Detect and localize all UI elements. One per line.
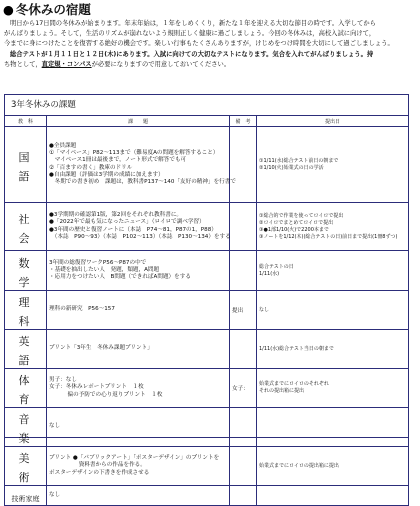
intro-line-4: 総合テストが１月１１日と１２日(木)にあります。入試に向けての大切なテストになります。気合を入れてがんばりましょう。持	[10, 50, 374, 58]
due-date-cell	[257, 291, 409, 330]
due-date-line: ①1/11(水)総合テスト前日の朝まで	[259, 157, 339, 164]
required-items: 直定規・コンパス	[41, 60, 92, 68]
task-cell	[47, 408, 230, 447]
intro-paragraph	[4, 19, 417, 70]
due-date-line: ③ノートを1/12(木)(総合テストの日)前日まで提出(1冊8ずつ)	[259, 233, 398, 240]
due-date-line: 1/11(水)	[259, 270, 280, 277]
subject-name: 理 科	[18, 296, 47, 328]
task-line: ①「マイベース」P82～113まで（難易度Aの問題を解答すること）	[49, 150, 219, 157]
subject-cell	[5, 203, 47, 251]
note-cell	[230, 330, 257, 369]
table-body	[5, 127, 409, 506]
intro-line-3: 今までに身につけたことを復習する絶好の機会です。楽しい行事もたくさんありますが，けじめをつけ時間を大切にして過ごしましょう。	[4, 40, 394, 48]
task-line: ●3学期期の確認第1版，第2回をそれぞれ教科書に。	[49, 212, 183, 219]
intro-line-1: 明日から17日間の冬休みが始まります。年末年始は，１年をしめくくり，新たな１年を迎える大切な節目の時です。入学してから	[10, 20, 376, 27]
subject-name: 社 会	[18, 212, 47, 245]
note-cell	[230, 486, 257, 506]
task-cell	[47, 486, 230, 506]
task-line: 冬期での書き初め 課題は，教科書P137～140「友好の精神」を行書で	[49, 178, 236, 185]
due-date-line: なし	[259, 306, 270, 313]
due-date-cell	[257, 127, 409, 203]
table-row	[5, 251, 409, 291]
task-cell	[47, 203, 230, 251]
subject-name: 国 語	[18, 150, 47, 183]
note-cell	[230, 408, 257, 447]
table-row	[5, 127, 409, 203]
due-date-line: ②ロイロでまとめてロイロで提出	[259, 219, 334, 226]
task-line: 男子：なし	[49, 377, 77, 384]
subject-cell	[5, 251, 47, 291]
due-date-cell	[257, 486, 409, 506]
page-heading	[3, 0, 91, 18]
plan-title: 3年冬休みの課題	[11, 100, 76, 110]
heading-title: 冬休みの宿題	[15, 2, 91, 17]
note-cell: 女子：	[230, 369, 257, 408]
subject-cell	[5, 486, 47, 506]
note-cell	[230, 447, 257, 486]
table-row	[5, 447, 409, 486]
intro-line-5-post: が必要になりますので用意しておいてください。	[91, 60, 231, 68]
subject-cell	[5, 408, 47, 447]
subject-cell	[5, 291, 47, 330]
heading-bullet: ●	[3, 2, 14, 17]
task-line: なし	[49, 423, 61, 430]
due-date-line: ③●1部1/10(火)で2200本まで	[259, 226, 329, 233]
task-line: ・基礎を抽出したい人 発題，類題，A問題	[49, 266, 160, 273]
due-date-line: 始業式までにロイロの提出箱に提出	[259, 462, 339, 469]
due-date-line: ②1/10(火)始業式の日の学活	[259, 164, 324, 171]
task-line: ●3年間の歴史と復習ノートに（本誌 P74～81，P87の1，P88）	[49, 226, 217, 233]
homework-box	[4, 94, 409, 503]
task-line: ●自由課題（評価は3学期の成績に加えます）	[49, 171, 164, 178]
intro-line-2: がんばりましょう。そして，生活のリズムが崩れないよう規則正しく健康に過ごしましょう。今回の冬休みは，高校入試に向けて，	[4, 30, 376, 38]
task-line: プリント「3年生 冬休み課題プリント」	[49, 345, 153, 352]
table-header-row	[5, 116, 409, 127]
task-line: ●全員課題	[49, 142, 77, 149]
task-line: ・応用力をつけたい人 B問題（できればA問題）をする	[49, 274, 191, 281]
due-date-cell	[257, 330, 409, 369]
table-row	[5, 408, 409, 447]
due-date-cell	[257, 408, 409, 447]
task-line: ポスターデザインの下書きを作成させる	[49, 469, 150, 476]
subject-name: 体 育	[18, 374, 47, 406]
due-date-cell	[257, 203, 409, 251]
due-date-cell	[257, 447, 409, 486]
header-sub: 備 考	[230, 116, 257, 127]
task-line: 理科の新研究 P56～157	[49, 306, 115, 313]
subject-cell	[5, 127, 47, 203]
homework-table	[4, 115, 409, 506]
due-date-cell	[257, 369, 409, 408]
subject-name: 英 語	[18, 335, 47, 367]
subject-name: 音 楽	[18, 413, 47, 445]
due-date-line: 総合テストの日	[259, 263, 294, 270]
task-cell	[47, 251, 230, 291]
table-row	[5, 203, 409, 251]
task-line: なし	[49, 491, 61, 498]
task-line: マイベース1冊は最後まで，ノート形式で解答でも可	[49, 157, 187, 164]
task-line: （本誌 P90～93）（本誌 P102～113）（本誌 P130～134）をする	[49, 233, 231, 240]
due-date-line: ①総合的で作業を使ってロイロで提出	[259, 212, 344, 219]
table-row	[5, 486, 409, 506]
due-date-line: それの提出箱に提出	[259, 388, 305, 394]
header-date: 提出日	[257, 116, 409, 127]
due-date-cell	[257, 251, 409, 291]
due-date-line: 始業式までにロイロのそれぞれ	[259, 381, 329, 387]
task-line: 女子：冬休みレポートプリント １枚	[49, 384, 144, 391]
subject-name: 技術家庭	[11, 495, 40, 503]
task-cell	[47, 330, 230, 369]
task-cell	[47, 369, 230, 408]
subject-cell	[5, 330, 47, 369]
subject-cell	[5, 369, 47, 408]
due-date-line: 1/11(水)総合テスト当日の朝まで	[259, 345, 334, 352]
table-row	[5, 369, 409, 408]
task-cell	[47, 291, 230, 330]
table-row	[5, 291, 409, 330]
task-line: プリント ●「パブリックアート」「ポスターデザイン」のプリントを	[49, 455, 220, 462]
subject-name: 数 学	[18, 256, 47, 289]
task-line: ②「百ますの書く」教庫のドリル	[49, 164, 133, 171]
note-cell	[230, 203, 257, 251]
intro-line-5-pre: ち物として，	[4, 60, 42, 68]
note-cell: 提出	[230, 291, 257, 330]
task-line: 資料書からの作品を作る。	[49, 462, 146, 469]
task-cell	[47, 447, 230, 486]
header-task: 課 題	[47, 116, 230, 127]
note-cell	[230, 251, 257, 291]
task-line: 偏の予防での心り返りプリント １枚	[49, 391, 163, 398]
task-line: ●「2022年で最も気になったニュース」（ロイロで調べ学習）	[49, 219, 205, 226]
note-cell	[230, 127, 257, 203]
header-subject: 教 科	[5, 116, 47, 127]
subject-cell	[5, 447, 47, 486]
intro-line-5	[4, 60, 417, 70]
task-cell	[47, 127, 236, 203]
subject-name: 美 術	[18, 452, 47, 484]
task-line: 3年間の総復習ワークP56～P87の中で	[49, 259, 147, 266]
table-row	[5, 330, 409, 369]
